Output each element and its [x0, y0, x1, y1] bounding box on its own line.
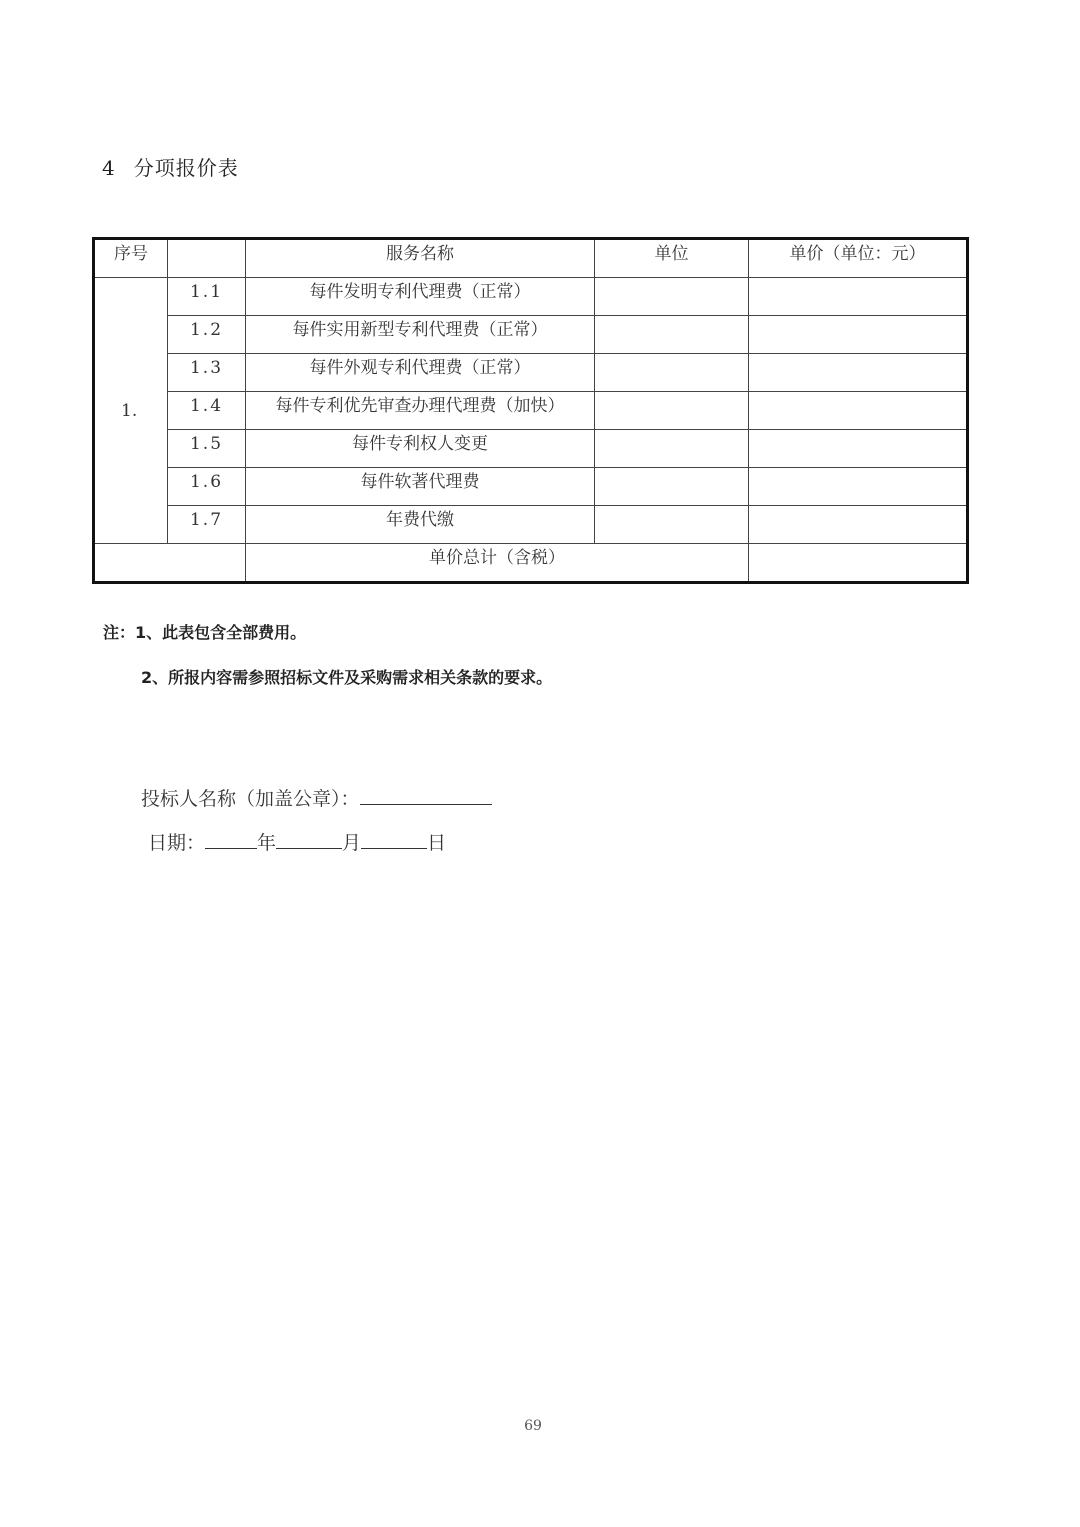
row-number: 1.6: [168, 468, 246, 506]
month-label: 月: [342, 832, 362, 854]
row-number: 1.7: [168, 506, 246, 544]
row-unit-cell[interactable]: [595, 430, 749, 468]
row-price-cell[interactable]: [749, 278, 968, 316]
header-sub: [168, 239, 246, 278]
table-row: [94, 354, 968, 392]
header-price: 单价（单位：元）: [749, 239, 968, 278]
date-row: [141, 828, 492, 872]
header-unit: 单位: [595, 239, 749, 278]
itemized-quote-table: [92, 237, 969, 584]
notes-prefix: 注：: [103, 623, 136, 642]
row-service: 每件专利优先审查办理代理费（加快）: [246, 392, 595, 430]
table-row: [94, 430, 968, 468]
row-service: 年费代缴: [246, 506, 595, 544]
row-unit-cell[interactable]: [595, 278, 749, 316]
bidder-name-blank[interactable]: [360, 786, 492, 805]
note-item: 2、所报内容需参照招标文件及采购需求相关条款的要求。: [141, 668, 553, 687]
row-number: 1.4: [168, 392, 246, 430]
row-price-cell[interactable]: [749, 354, 968, 392]
month-blank[interactable]: [276, 830, 342, 849]
date-label: 日期：: [148, 832, 206, 854]
table-header-row: [94, 239, 968, 278]
row-unit-cell[interactable]: [595, 506, 749, 544]
row-price-cell[interactable]: [749, 506, 968, 544]
row-service: 每件外观专利代理费（正常）: [246, 354, 595, 392]
row-number: 1.2: [168, 316, 246, 354]
notes-block: [103, 620, 552, 688]
row-number: 1.1: [168, 278, 246, 316]
header-seq: 序号: [94, 239, 168, 278]
group-number: 1.: [94, 278, 168, 544]
table-row: [94, 468, 968, 506]
row-service: 每件发明专利代理费（正常）: [246, 278, 595, 316]
row-service: 每件软著代理费: [246, 468, 595, 506]
total-value-cell[interactable]: [749, 544, 968, 583]
header-service: 服务名称: [246, 239, 595, 278]
total-label: 单价总计（含税）: [246, 544, 749, 583]
bidder-name-label: 投标人名称（加盖公章）：: [141, 788, 360, 810]
section-number: 4: [102, 156, 116, 180]
page-number: 69: [524, 1418, 542, 1434]
row-unit-cell[interactable]: [595, 354, 749, 392]
year-label: 年: [257, 832, 277, 854]
day-label: 日: [427, 832, 447, 854]
row-price-cell[interactable]: [749, 468, 968, 506]
row-unit-cell[interactable]: [595, 316, 749, 354]
bidder-name-row: [141, 784, 492, 828]
table-row: [94, 316, 968, 354]
table-row: [94, 506, 968, 544]
row-price-cell[interactable]: [749, 316, 968, 354]
row-unit-cell[interactable]: [595, 468, 749, 506]
total-empty-cell: [94, 544, 246, 583]
row-number: 1.5: [168, 430, 246, 468]
row-number: 1.3: [168, 354, 246, 392]
table-row: [94, 392, 968, 430]
row-price-cell[interactable]: [749, 430, 968, 468]
row-service: 每件实用新型专利代理费（正常）: [246, 316, 595, 354]
section-heading: [102, 152, 239, 181]
row-unit-cell[interactable]: [595, 392, 749, 430]
year-blank[interactable]: [205, 830, 257, 849]
table-total-row: [94, 544, 968, 583]
signature-block: [141, 784, 492, 872]
row-service: 每件专利权人变更: [246, 430, 595, 468]
note-item: 注：1、此表包含全部费用。: [103, 623, 307, 642]
row-price-cell[interactable]: [749, 392, 968, 430]
section-title: 分项报价表: [133, 156, 239, 180]
day-blank[interactable]: [361, 830, 427, 849]
table-row: [94, 278, 968, 316]
